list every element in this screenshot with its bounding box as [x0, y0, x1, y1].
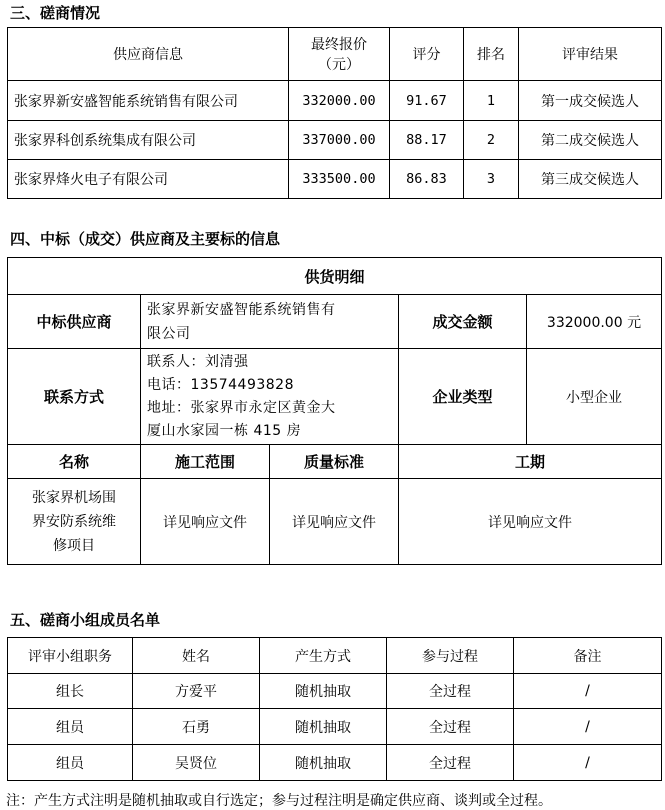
header-final-price-line1: 最终报价: [311, 37, 367, 53]
project-name-line3: 修项目: [53, 537, 95, 554]
winner-line2: 限公司: [147, 325, 191, 342]
winner-value: [141, 295, 399, 349]
panel-members-table: [7, 637, 662, 781]
contact-phone: 电话：13574493828: [147, 376, 294, 393]
final-price: 332000.00: [289, 81, 390, 121]
amount-value: 332000.00 元: [527, 295, 662, 349]
supplier-name: 张家界科创系统集成有限公司: [8, 121, 289, 160]
header-process: 参与过程: [387, 638, 514, 674]
contact-address-line2: 厦山水家园一栋 415 房: [147, 422, 302, 439]
member-name: 吴贤位: [133, 745, 260, 781]
review-result: 第二成交候选人: [519, 121, 662, 160]
col-scope-header: 施工范围: [141, 445, 270, 479]
supplier-name: 张家界烽火电子有限公司: [8, 160, 289, 199]
member-remark: /: [514, 745, 662, 781]
rank: 2: [464, 121, 519, 160]
col-quality-header: 质量标准: [270, 445, 399, 479]
header-supplier: 供应商信息: [8, 28, 289, 81]
member-role: 组员: [8, 745, 133, 781]
table-row: [8, 745, 662, 781]
member-remark: /: [514, 709, 662, 745]
member-process: 全过程: [387, 745, 514, 781]
table-row: [8, 81, 662, 121]
member-remark: /: [514, 674, 662, 709]
winner-line1: 张家界新安盛智能系统销售有: [147, 301, 336, 318]
col-period-header: 工期: [399, 445, 662, 479]
header-score: 评分: [390, 28, 464, 81]
project-name-line2: 界安防系统维: [32, 513, 116, 530]
header-role: 评审小组职务: [8, 638, 133, 674]
member-process: 全过程: [387, 674, 514, 709]
contact-label: 联系方式: [8, 349, 141, 445]
footnote: 注：产生方式注明是随机抽取或自行选定；参与过程注明是确定供应商、谈判或全过程。: [6, 793, 552, 809]
contact-value: [141, 349, 399, 445]
member-name: 方爱平: [133, 674, 260, 709]
member-method: 随机抽取: [260, 709, 387, 745]
member-process: 全过程: [387, 709, 514, 745]
review-result: 第一成交候选人: [519, 81, 662, 121]
review-result: 第三成交候选人: [519, 160, 662, 199]
table-row: [8, 709, 662, 745]
member-role: 组长: [8, 674, 133, 709]
score: 88.17: [390, 121, 464, 160]
header-method: 产生方式: [260, 638, 387, 674]
header-result: 评审结果: [519, 28, 662, 81]
supply-detail-table: [7, 257, 662, 565]
final-price: 337000.00: [289, 121, 390, 160]
project-name-line1: 张家界机场围: [32, 489, 116, 506]
scope-value: 详见响应文件: [141, 479, 270, 565]
score: 86.83: [390, 160, 464, 199]
section5-title: 五、磋商小组成员名单: [10, 611, 161, 629]
member-method: 随机抽取: [260, 674, 387, 709]
final-price: 333500.00: [289, 160, 390, 199]
member-name: 石勇: [133, 709, 260, 745]
member-role: 组员: [8, 709, 133, 745]
table-row: [8, 674, 662, 709]
table-row: [8, 160, 662, 199]
winner-label: 中标供应商: [8, 295, 141, 349]
amount-label: 成交金额: [399, 295, 527, 349]
negotiation-table: [7, 27, 662, 199]
rank: 3: [464, 160, 519, 199]
table-row: [8, 121, 662, 160]
supply-detail-title: 供货明细: [8, 258, 662, 295]
section3-title: 三、磋商情况: [10, 4, 101, 22]
enterprise-type-label: 企业类型: [399, 349, 527, 445]
member-method: 随机抽取: [260, 745, 387, 781]
quality-value: 详见响应文件: [270, 479, 399, 565]
section4-title: 四、中标（成交）供应商及主要标的信息: [10, 230, 281, 248]
header-remark: 备注: [514, 638, 662, 674]
supplier-name: 张家界新安盛智能系统销售有限公司: [8, 81, 289, 121]
score: 91.67: [390, 81, 464, 121]
period-value: 详见响应文件: [399, 479, 662, 565]
contact-address-line1: 地址：张家界市永定区黄金大: [147, 399, 336, 416]
enterprise-type-value: 小型企业: [527, 349, 662, 445]
header-name: 姓名: [133, 638, 260, 674]
project-name: [8, 479, 141, 565]
header-final-price: [289, 28, 390, 81]
contact-person: 联系人：刘清强: [147, 353, 249, 370]
col-name-header: 名称: [8, 445, 141, 479]
rank: 1: [464, 81, 519, 121]
header-rank: 排名: [464, 28, 519, 81]
header-final-price-line2: （元）: [318, 57, 360, 73]
